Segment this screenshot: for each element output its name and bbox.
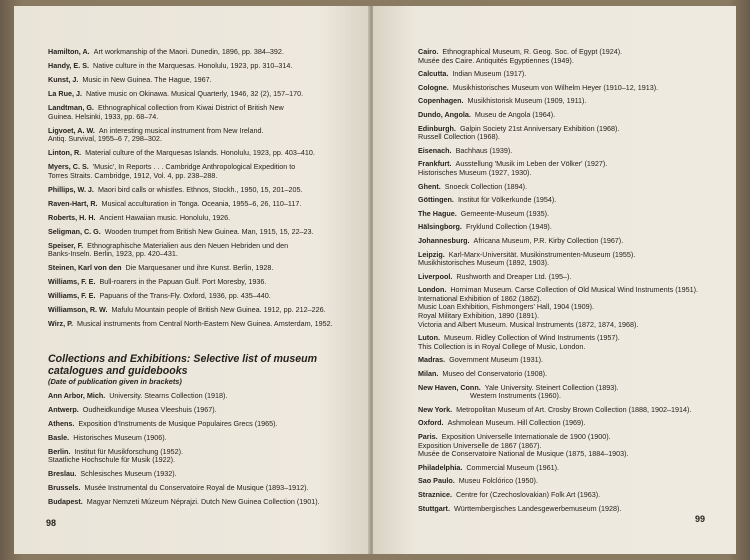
entry-name: Copenhagen.	[418, 96, 464, 106]
entry-text: Bachhaus (1939).	[455, 145, 513, 155]
collection-entry	[48, 498, 348, 507]
entry-text: Musée des Caire. Antiquités Egyptiennes (1949).	[418, 55, 574, 65]
entry-text: Institut für Völkerkunde (1954).	[457, 195, 557, 205]
entry-name: Ligvoet, A. W.	[48, 125, 95, 135]
entry-name: Brussels.	[48, 483, 81, 493]
entry-name: Stuttgart.	[418, 503, 450, 513]
entry-text: Commercial Museum (1961).	[466, 462, 560, 472]
collection-entry	[418, 419, 718, 428]
collection-entry	[48, 484, 348, 493]
entry-continuation	[48, 250, 348, 259]
bibliography-entry	[48, 228, 348, 237]
entry-text: University. Stearns Collection (1918).	[109, 390, 228, 400]
entry-name: Landtman, G.	[48, 102, 94, 112]
collection-entry	[418, 477, 718, 486]
entry-text: Material culture of the Marquesas Islands. Honolulu, 1923, pp. 403–410.	[85, 148, 315, 158]
entry-name: Cologne.	[418, 82, 449, 92]
entry-continuation	[48, 135, 348, 144]
entry-text: Mafulu Mountain people of British New Guinea. 1912, pp. 212–226.	[111, 305, 326, 315]
entry-text: Wooden trumpet from British New Guinea. Man, 1915, 15, 22–23.	[104, 226, 314, 236]
entry-continuation	[48, 456, 348, 465]
entry-name: Roberts, H. H.	[48, 212, 96, 222]
section-title	[48, 353, 348, 377]
collection-entry	[418, 464, 718, 473]
entry-text: Africana Museum, P.R. Kirby Collection (1967).	[473, 235, 624, 245]
collection-entry	[418, 433, 718, 459]
entry-name: Budapest.	[48, 497, 83, 507]
entry-text: Exposition Universelle de 1867 (1867).	[418, 440, 542, 450]
entry-text: Banks-Inseln. Berlin, 1923, pp. 420–431.	[48, 249, 178, 259]
right-page	[373, 6, 736, 554]
entry-name: Milan.	[418, 369, 439, 379]
entry-name: Sao Paulo.	[418, 476, 455, 486]
collection-entry	[48, 420, 348, 429]
entry-continuation	[418, 133, 718, 142]
entry-text: International Exhibition of 1862 (1862).	[418, 293, 542, 303]
collection-entry	[418, 196, 718, 205]
entry-continuation	[418, 259, 718, 268]
collection-entry	[418, 48, 718, 65]
entry-name: Leipzig.	[418, 249, 445, 259]
entry-text: Papuans of the Trans-Fly. Oxford, 1936, pp. 435–440.	[99, 291, 271, 301]
collection-entry	[418, 160, 718, 177]
entry-text: Fryklund Collection (1949).	[465, 222, 552, 232]
collection-entry	[418, 223, 718, 232]
entry-text: Ethnographische Materialien aus den Neuen Hebriden und den	[87, 240, 289, 250]
entry-text: Ashmolean Museum. Hill Collection (1969).	[447, 418, 586, 428]
entry-name: Edinburgh.	[418, 123, 456, 133]
entry-name: New Haven, Conn.	[418, 382, 481, 392]
entry-text: Horniman Museum. Carse Collection of Old Musical Wind Instruments (1951).	[450, 285, 699, 295]
entry-name: Göttingen.	[418, 195, 454, 205]
entry-name: Breslau.	[48, 469, 77, 479]
entry-name: Williamson, R. W.	[48, 305, 108, 315]
entry-name: Williams, F. E.	[48, 291, 96, 301]
entry-name: Speiser, F.	[48, 240, 84, 250]
entry-name: The Hague.	[418, 208, 457, 218]
entry-name: Oxford.	[418, 418, 444, 428]
entry-text: Victoria and Albert Museum. Musical Instruments (1872, 1874, 1968).	[418, 319, 639, 329]
entry-name: Paris.	[418, 432, 438, 441]
entry-text: Staatliche Hochschule für Musik (1922).	[48, 455, 176, 465]
section-subtitle: (Date of publication given in brackets)	[48, 376, 182, 386]
bibliography-list	[48, 48, 348, 329]
bibliography-entry	[48, 104, 348, 121]
entry-text: Torres Straits. Cambridge, 1912, Vol. 4, pp. 238–288.	[48, 170, 218, 180]
entry-text: Guinea. Helsinki, 1933, pp. 68–74.	[48, 111, 159, 121]
bibliography-entry	[48, 48, 348, 57]
entry-continuation	[418, 321, 718, 330]
entry-text: Music Loan Exhibition, Fishmongers' Hall, 1904 (1909).	[418, 302, 594, 312]
entry-name: Linton, R.	[48, 148, 82, 158]
collection-entry	[48, 406, 348, 415]
entry-text: Museum. Ridley Collection of Wind Instruments (1957).	[443, 333, 620, 343]
entry-continuation	[418, 392, 718, 401]
entry-text: Musikhistorisches Museum von Wilhelm Heyer (1910–12, 1913).	[452, 82, 659, 92]
collection-entry	[418, 251, 718, 268]
collections-list-right	[418, 48, 718, 513]
entry-text: Museo del Conservatorio (1908).	[442, 369, 548, 379]
entry-text: Karl-Marx-Universität. Musikinstrumenten-Museum (1955).	[448, 249, 636, 259]
right-column	[418, 48, 718, 518]
collection-entry	[418, 147, 718, 156]
section-title-line1: Collections and Exhibitions: Selective list of museum	[48, 352, 318, 365]
bibliography-entry	[48, 163, 348, 180]
entry-name: Wirz, P.	[48, 319, 73, 329]
entry-name: Steinen, Karl von den	[48, 263, 122, 273]
entry-name: London.	[418, 285, 447, 295]
entry-text: Western Instruments (1960).	[470, 391, 561, 401]
entry-name: Dundo, Angola.	[418, 109, 471, 119]
entry-text: Native music on Okinawa. Musical Quarterly, 1946, 32 (2), 157–170.	[85, 88, 304, 98]
collection-entry	[418, 97, 718, 106]
entry-text: An interesting musical instrument from New Ireland.	[98, 125, 264, 135]
entry-continuation	[418, 343, 718, 352]
bibliography-entry	[48, 149, 348, 158]
collection-entry	[418, 125, 718, 142]
entry-continuation	[48, 113, 348, 122]
collection-entry	[418, 356, 718, 365]
entry-name: Calcutta.	[418, 69, 449, 79]
entry-text: Exposition d'Instruments de Musique Populaires Grecs (1965).	[78, 418, 278, 428]
entry-text: Music in New Guinea. The Hague, 1967.	[82, 74, 212, 84]
entry-text: Historisches Museum (1906).	[73, 432, 167, 442]
entry-name: Handy, E. S.	[48, 60, 90, 70]
entry-text: Musikhistorisk Museum (1909, 1911).	[467, 96, 587, 106]
entry-continuation	[418, 450, 718, 459]
entry-name: Madras.	[418, 355, 446, 365]
entry-name: Ghent.	[418, 181, 441, 191]
entry-text: Native culture in the Marquesas. Honolulu, 1923, pp. 310–314.	[93, 60, 293, 70]
collection-entry	[418, 237, 718, 246]
entry-text: Gemeente-Museum (1935).	[460, 208, 550, 218]
collections-list-left	[48, 392, 348, 507]
collection-entry	[418, 111, 718, 120]
entry-text: Musical acculturation in Tonga. Oceania, 1955–6, 26, 110–117.	[101, 198, 302, 208]
page-number-left: 98	[46, 518, 57, 528]
entry-text: Bull-roarers in the Papuan Gulf. Port Moresby, 1936.	[99, 277, 267, 287]
collection-entry	[418, 370, 718, 379]
entry-text: Maori bird calls or whistles. Ethnos, Stockh., 1950, 15, 201–205.	[97, 184, 303, 194]
entry-text: Ethnographical collection from Kiwai District of British New	[97, 102, 284, 112]
entry-text: Antiq. Survival, 1955–6 7, 298–302.	[48, 134, 162, 144]
bibliography-entry	[48, 242, 348, 259]
entry-name: Hamilton, A.	[48, 47, 90, 56]
entry-text: Rushworth and Dreaper Ltd. (195–).	[456, 271, 572, 281]
entry-continuation	[418, 169, 718, 178]
left-column	[48, 48, 348, 512]
collection-entry	[418, 183, 718, 192]
entry-name: Ann Arbor, Mich.	[48, 390, 106, 400]
bibliography-entry	[48, 127, 348, 144]
collection-entry	[418, 286, 718, 329]
entry-name: Antwerp.	[48, 404, 79, 414]
bibliography-entry	[48, 90, 348, 99]
entry-text: Centre for (Czechoslovakian) Folk Art (1963).	[455, 489, 601, 499]
entry-name: Raven-Hart, R.	[48, 198, 98, 208]
entry-text: Royal Military Exhibition, 1890 (1891).	[418, 311, 540, 321]
entry-text: Die Marquesaner und ihre Kunst. Berlin, 1928.	[125, 263, 274, 273]
section-title-line2: catalogues and guidebooks	[48, 364, 188, 377]
entry-text: Art workmanship of the Maori. Dunedin, 1896, pp. 384–392.	[93, 47, 284, 56]
entry-name: Basle.	[48, 432, 70, 442]
entry-name: New York.	[418, 404, 453, 414]
bibliography-entry	[48, 306, 348, 315]
entry-text: Institut für Musikforschung (1952).	[74, 446, 184, 456]
bibliography-entry	[48, 214, 348, 223]
entry-text: Historisches Museum (1927, 1930).	[418, 167, 532, 177]
collection-entry	[418, 384, 718, 401]
collection-entry	[418, 334, 718, 351]
collection-entry	[418, 406, 718, 415]
entry-name: Cairo.	[418, 47, 439, 56]
collection-entry	[48, 434, 348, 443]
entry-text: Ancient Hawaiian music. Honolulu, 1926.	[99, 212, 231, 222]
collection-entry	[48, 392, 348, 401]
entry-text: Magyar Nemzeti Múzeum Néprajzi. Dutch New Guinea Collection (1901).	[86, 497, 320, 507]
entry-text: Government Museum (1931).	[449, 355, 544, 365]
left-page	[14, 6, 370, 554]
entry-name: Liverpool.	[418, 271, 453, 281]
entry-text: Musée de Conservatoire National de Musique (1875, 1884–1903).	[418, 449, 629, 459]
entry-text: Metropolitan Museum of Art. Crosby Brown Collection (1888, 1902–1914).	[456, 404, 692, 414]
bibliography-entry	[48, 200, 348, 209]
entry-text: Galpin Society 21st Anniversary Exhibition (1968).	[459, 123, 620, 133]
entry-text: Musical instruments from Central North-Eastern New Guinea. Amsterdam, 1952.	[76, 319, 333, 329]
collection-entry	[418, 70, 718, 79]
entry-name: Myers, C. S.	[48, 162, 89, 172]
entry-name: Seligman, C. G.	[48, 226, 101, 236]
entry-text: Ausstellung 'Musik im Leben der Völker' (1927).	[455, 159, 608, 169]
entry-name: Frankfurt.	[418, 159, 452, 169]
collection-entry	[418, 505, 718, 514]
entry-name: Hälsingborg.	[418, 222, 462, 232]
bibliography-entry	[48, 264, 348, 273]
page-number-right: 99	[695, 514, 706, 524]
bibliography-entry	[48, 292, 348, 301]
entry-text: Exposition Universelle Internationale de 1900 (1900).	[441, 432, 611, 441]
entry-name: Williams, F. E.	[48, 277, 96, 287]
entry-name: Athens.	[48, 418, 75, 428]
entry-text: Musikhistorisches Museum (1892, 1903).	[418, 258, 550, 268]
bibliography-entry	[48, 62, 348, 71]
bibliography-entry	[48, 320, 348, 329]
entry-text: Württembergisches Landesgewerbemuseum (1928).	[453, 503, 622, 513]
entry-name: Eisenach.	[418, 145, 452, 155]
entry-text: Schlesisches Museum (1932).	[80, 469, 177, 479]
entry-text: Oudheidkundige Musea Vleeshuis (1967).	[82, 404, 217, 414]
collection-entry	[48, 448, 348, 465]
collection-entry	[418, 210, 718, 219]
collection-entry	[48, 470, 348, 479]
entry-name: Philadelphia.	[418, 462, 463, 472]
entry-name: Phillips, W. J.	[48, 184, 94, 194]
entry-continuation	[418, 57, 718, 66]
bibliography-entry	[48, 186, 348, 195]
entry-name: Straznice.	[418, 489, 452, 499]
entry-text: Indian Museum (1917).	[452, 69, 527, 79]
collection-entry	[418, 84, 718, 93]
collection-entry	[418, 491, 718, 500]
entry-text: Snoeck Collection (1894).	[444, 181, 528, 191]
collection-entry	[418, 273, 718, 282]
entry-text: This Collection is in Royal College of Music, London.	[418, 341, 586, 351]
entry-name: La Rue, J.	[48, 88, 82, 98]
entry-name: Berlin.	[48, 446, 71, 456]
entry-text: Yale University. Steinert Collection (1893).	[484, 382, 619, 392]
bibliography-entry	[48, 76, 348, 85]
entry-text: Russell Collection (1968).	[418, 132, 500, 142]
entry-text: Ethnographical Museum, R. Geog. Soc. of Egypt (1924).	[442, 47, 623, 56]
entry-text: Musée Instrumental du Conservatoire Royal de Musique (1893–1912).	[84, 483, 309, 493]
entry-name: Luton.	[418, 333, 440, 343]
entry-name: Johannesburg.	[418, 235, 470, 245]
entry-text: Museu de Angola (1964).	[474, 109, 556, 119]
entry-text: Museu Folclórico (1950).	[458, 476, 538, 486]
bibliography-entry	[48, 278, 348, 287]
entry-continuation	[48, 172, 348, 181]
entry-name: Kunst, J.	[48, 74, 79, 84]
entry-text: 'Music', In Reports . . . Cambridge Anthropological Expedition to	[92, 162, 296, 172]
